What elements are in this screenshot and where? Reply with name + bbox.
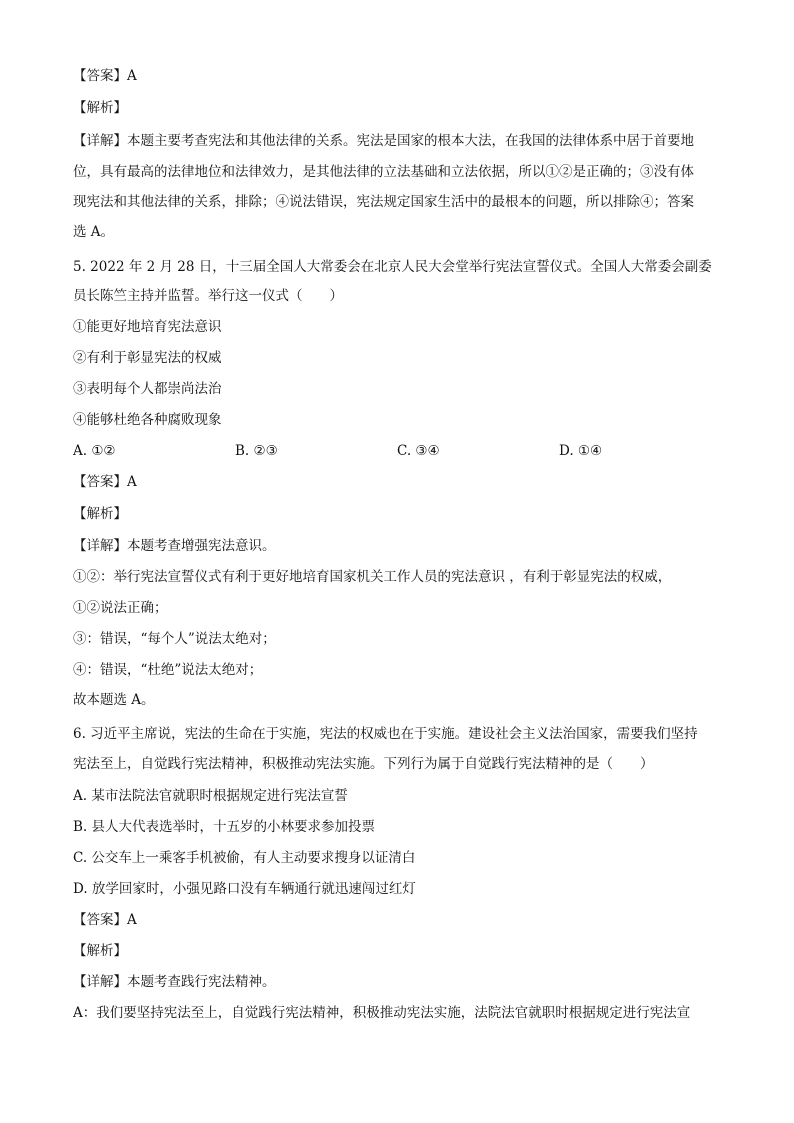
q5-answer-label: 【答案】A [73, 474, 137, 490]
q6-detail-line: A：我们要坚持宪法至上，自觉践行宪法精神，积极推动宪法实施，法院法官就职时根据规定进行宪法宣 [73, 1005, 691, 1021]
q5-stem-line: 员长陈竺主持并监誓。举行这一仪式（ ） [73, 288, 343, 304]
q5-analysis-label: 【解析】 [73, 506, 127, 522]
q5-option-d: D. ①④ [559, 443, 603, 459]
q6-option-a: A. 某市法院法官就职时根据规定进行宪法宣誓 [73, 788, 348, 804]
q6-answer-label: 【答案】A [73, 912, 137, 928]
q4-detail-line: 位，具有最高的法律地位和法律效力，是其他法律的立法基础和立法依据，所以①②是正确的；③没有体 [73, 164, 694, 180]
q5-option-a: A. ①② [73, 443, 116, 459]
q5-option-b: B. ②③ [235, 443, 278, 459]
q5-detail-line: ④：错误，“杜绝”说法太绝对； [73, 662, 263, 678]
q5-stem-line: 5. 2022 年 2 月 28 日，十三届全国人大常委会在北京人民大会堂举行宪法宣誓仪式。全国人大常委会副委 [73, 259, 712, 275]
q5-options-row [73, 441, 723, 461]
q5-detail-line: 故本题选 A。 [73, 692, 155, 708]
q5-statement: ④能够杜绝各种腐败现象 [73, 412, 222, 428]
q5-statement: ②有利于彰显宪法的权威 [73, 350, 222, 366]
q4-detail-line: 现宪法和其他法律的关系，排除；④说法错误，宪法规定国家生活中的最根本的问题，所以排除④；答案 [73, 194, 694, 210]
q5-option-c: C. ③④ [397, 443, 440, 459]
q6-detail-line: 【详解】本题考查践行宪法精神。 [73, 974, 276, 990]
q6-option-c: C. 公交车上一乘客手机被偷，有人主动要求搜身以证清白 [73, 850, 416, 866]
q5-detail-line: ①②：举行宪法宣誓仪式有利于更好地培育国家机关工作人员的宪法意识 ，有利于彰显宪法的权威， [73, 569, 672, 585]
q4-answer-label: 【答案】A [73, 68, 137, 84]
q6-stem-line: 宪法至上，自觉践行宪法精神，积极推动宪法实施。下列行为属于自觉践行宪法精神的是（ ） [73, 756, 654, 772]
q5-statement: ①能更好地培育宪法意识 [73, 319, 222, 335]
q5-statement: ③表明每个人都崇尚法治 [73, 381, 222, 397]
q4-detail-line: 【详解】本题主要考查宪法和其他法律的关系。宪法是国家的根本大法，在我国的法律体系中居于首要地 [73, 133, 694, 149]
q6-option-b: B. 县人大代表选举时，十五岁的小林要求参加投票 [73, 819, 376, 835]
q5-detail-line: ③：错误，“每个人”说法太绝对； [73, 631, 276, 647]
q4-analysis-label: 【解析】 [73, 100, 127, 116]
q6-stem-line: 6. 习近平主席说，宪法的生命在于实施，宪法的权威也在于实施。建设社会主义法治国家，需要我们坚持 [73, 726, 698, 742]
q6-analysis-label: 【解析】 [73, 943, 127, 959]
q5-detail-line: ①②说法正确； [73, 600, 168, 616]
q5-detail-line: 【详解】本题考查增强宪法意识。 [73, 538, 276, 554]
q4-detail-line: 选 A。 [73, 224, 115, 240]
q6-option-d: D. 放学回家时，小强见路口没有车辆通行就迅速闯过红灯 [73, 881, 416, 897]
